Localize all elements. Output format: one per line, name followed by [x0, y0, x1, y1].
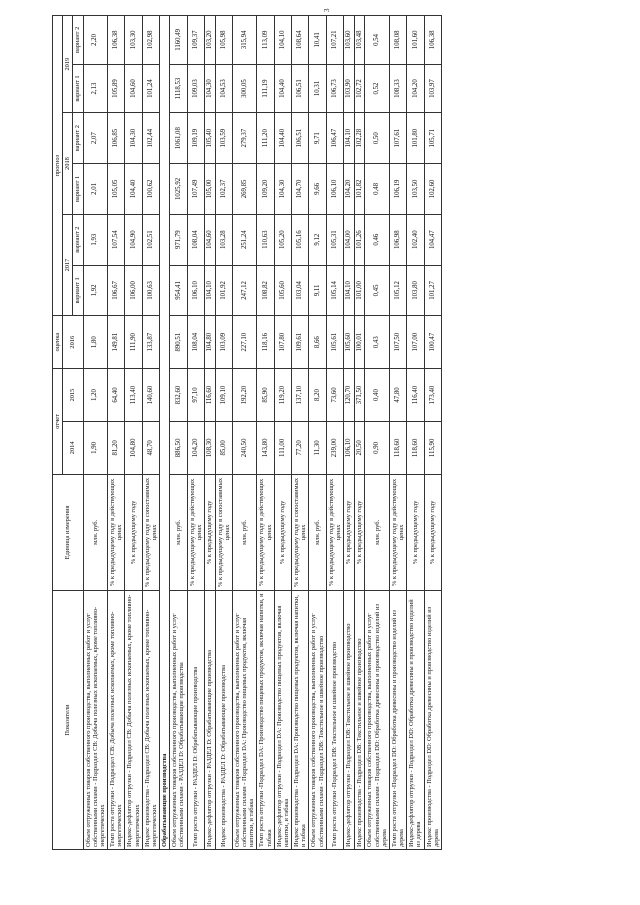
value-cell: 101,80: [407, 113, 424, 164]
value-cell: 77,20: [292, 421, 309, 474]
indicator-cell: Объем отгруженных товаров собственного производства, выполненных работ и услуг собственными силами - Подраздел DA: Производство пищевых продуктов, включая напитки, и табака: [232, 591, 257, 850]
indicator-cell: Индекс-дефлятор отгрузки - РАЗДЕЛ D: Обрабатывающие производства: [204, 591, 215, 850]
header-variant-2: вариант 2: [73, 16, 83, 65]
table-row: [204, 16, 215, 850]
value-cell: 105,16: [292, 214, 309, 265]
header-year-2014: 2014: [63, 421, 83, 474]
indicator-cell: Темп роста отгрузки - Подраздел СВ: Добыча полезных ископаемых, кроме топливно-энергетических: [108, 591, 125, 850]
unit-cell: млн. руб.: [232, 474, 257, 590]
value-cell: 2,20: [83, 16, 108, 65]
value-cell: 0,90: [365, 421, 390, 474]
value-cell: 104,40: [125, 164, 142, 215]
indicator-cell: Объем отгруженных товаров собственного производства, выполненных работ и услуг собственными силами - РАЗДЕЛ D: Обрабатывающие производства: [170, 591, 187, 850]
header-otsenka: оценка: [53, 316, 63, 369]
header-variant-2: вариант 2: [73, 214, 83, 265]
table-row: [142, 16, 159, 850]
value-cell: 103,48: [354, 16, 365, 65]
value-cell: 104,10: [274, 16, 291, 65]
header-otchet: отчет: [53, 369, 63, 475]
value-cell: 106,19: [389, 164, 406, 215]
value-cell: 119,20: [274, 369, 291, 422]
value-cell: 109,19: [187, 113, 204, 164]
value-cell: 115,90: [424, 421, 441, 474]
value-cell: 133,87: [142, 316, 159, 369]
value-cell: 105,40: [204, 113, 215, 164]
indicator-cell: Индекс производства - Подраздел СВ: Добыча полезных ископаемых, кроме топливно-энергетических: [142, 591, 159, 850]
unit-cell: % к предыдущему году: [354, 474, 365, 590]
value-cell: 104,20: [407, 64, 424, 113]
value-cell: 104,60: [204, 214, 215, 265]
value-cell: 106,51: [292, 64, 309, 113]
value-cell: 105,14: [326, 265, 343, 316]
value-cell: 240,50: [232, 421, 257, 474]
indicator-cell: Объем отгруженных товаров собственного производства, выполненных работ и услуг собственными силами - Подраздел DD: Обработка древесины и производство изделий из дерева: [365, 591, 390, 850]
value-cell: 0,50: [365, 113, 390, 164]
unit-cell: % к предыдущему году в сопоставимых ценах: [142, 474, 159, 590]
value-cell: 120,70: [344, 369, 355, 422]
value-cell: 108,82: [257, 265, 274, 316]
indicator-cell: Индекс производства - Подраздел DD: Обработка древесины и производство изделий из дерева: [424, 591, 441, 850]
value-cell: 106,85: [108, 113, 125, 164]
value-cell: 192,20: [232, 369, 257, 422]
value-cell: 0,52: [365, 64, 390, 113]
value-cell: 109,61: [292, 316, 309, 369]
table-row: [326, 16, 343, 850]
value-cell: 9,71: [309, 113, 326, 164]
value-cell: 101,27: [424, 265, 441, 316]
value-cell: 104,70: [292, 164, 309, 215]
value-cell: 103,09: [215, 316, 232, 369]
value-cell: 143,80: [257, 421, 274, 474]
value-cell: 1,92: [83, 265, 108, 316]
unit-cell: % к предыдущему году в сопоставимых ценах: [292, 474, 309, 590]
value-cell: 2,13: [83, 64, 108, 113]
value-cell: 11,30: [309, 421, 326, 474]
value-cell: 101,24: [142, 64, 159, 113]
value-cell: 104,30: [274, 164, 291, 215]
value-cell: 110,63: [257, 214, 274, 265]
value-cell: 101,82: [354, 164, 365, 215]
value-cell: 102,37: [215, 164, 232, 215]
value-cell: 1025,92: [170, 164, 187, 215]
indicator-cell: Темп роста отгрузки -Подраздел DA: Производство пищевых продуктов, включая напитки, и табака: [257, 591, 274, 850]
value-cell: 113,40: [125, 369, 142, 422]
value-cell: 104,30: [125, 113, 142, 164]
value-cell: 251,24: [232, 214, 257, 265]
value-cell: 886,50: [170, 421, 187, 474]
value-cell: 315,94: [232, 16, 257, 65]
value-cell: 103,59: [215, 113, 232, 164]
value-cell: 149,81: [108, 316, 125, 369]
value-cell: 102,44: [142, 113, 159, 164]
unit-cell: % к предыдущему году в действующих ценах: [108, 474, 125, 590]
value-cell: 108,33: [389, 64, 406, 113]
value-cell: 108,08: [389, 16, 406, 65]
value-cell: 103,97: [424, 64, 441, 113]
value-cell: 104,90: [125, 214, 142, 265]
value-cell: 104,20: [187, 421, 204, 474]
value-cell: 173,40: [424, 369, 441, 422]
unit-cell: млн. руб.: [365, 474, 390, 590]
value-cell: 105,12: [389, 265, 406, 316]
value-cell: 118,60: [389, 421, 406, 474]
unit-cell: % к предыдущему году в действующих ценах: [257, 474, 274, 590]
header-variant-1: вариант 1: [73, 265, 83, 316]
header-year-2016: 2016: [63, 316, 83, 369]
section-title: Обрабатывающие производства: [160, 16, 170, 850]
value-cell: 106,38: [108, 16, 125, 65]
unit-cell: млн. руб.: [170, 474, 187, 590]
value-cell: 111,19: [257, 64, 274, 113]
page-number: 3: [323, 8, 331, 12]
section-row: [160, 16, 170, 850]
value-cell: 103,28: [215, 214, 232, 265]
table-row: [274, 16, 291, 850]
table-row: [354, 16, 365, 850]
value-cell: 227,10: [232, 316, 257, 369]
indicator-cell: Объем отгруженных товаров собственного производства, выполненных работ и услуг собственными силами - Подраздел СВ: Добыча полезных ископаемых, кроме топливно-энергетических: [83, 591, 108, 850]
indicator-cell: Темп роста отгрузки -Подраздел DD: Обработка древесины и производство изделий из дерева: [389, 591, 406, 850]
table-row: [389, 16, 406, 850]
unit-cell: % к предыдущему году: [274, 474, 291, 590]
value-cell: 9,66: [309, 164, 326, 215]
value-cell: 9,11: [309, 265, 326, 316]
value-cell: 103,20: [204, 16, 215, 65]
header-year-2019: 2019: [63, 16, 73, 113]
value-cell: 111,00: [274, 421, 291, 474]
value-cell: 102,72: [354, 64, 365, 113]
unit-cell: % к предыдущему году: [204, 474, 215, 590]
value-cell: 107,49: [187, 164, 204, 215]
table-row: [232, 16, 257, 850]
unit-cell: млн. руб.: [83, 474, 108, 590]
header-prognoz: прогноз: [53, 16, 63, 316]
value-cell: 105,60: [344, 316, 355, 369]
value-cell: 300,05: [232, 64, 257, 113]
value-cell: 890,51: [170, 316, 187, 369]
header-year-2015: 2015: [63, 369, 83, 422]
value-cell: 104,60: [125, 64, 142, 113]
value-cell: 103,60: [344, 16, 355, 65]
unit-cell: % к предыдущему году: [344, 474, 355, 590]
indicator-cell: Индекс-дефлятор отгрузки - Подраздел DD: Обработка древесины и производство изделий из дерева: [407, 591, 424, 850]
indicator-cell: Индекс производства - Подраздел DA: Производство пищевых продуктов, включая напитки, и табака: [292, 591, 309, 850]
table-row: [407, 16, 424, 850]
value-cell: 107,54: [108, 214, 125, 265]
value-cell: 102,51: [142, 214, 159, 265]
value-cell: 107,00: [407, 316, 424, 369]
value-cell: 100,01: [354, 316, 365, 369]
header-unit: Единица измерения: [53, 474, 84, 590]
table-row: [424, 16, 441, 850]
value-cell: 106,10: [187, 265, 204, 316]
table-header: [53, 16, 84, 850]
header-variant-2: вариант 2: [73, 113, 83, 164]
value-cell: 100,62: [142, 164, 159, 215]
value-cell: 10,41: [309, 16, 326, 65]
unit-cell: % к предыдущему году: [424, 474, 441, 590]
value-cell: 1118,53: [170, 64, 187, 113]
value-cell: 106,00: [125, 265, 142, 316]
value-cell: 954,41: [170, 265, 187, 316]
value-cell: 104,10: [344, 113, 355, 164]
value-cell: 105,05: [108, 164, 125, 215]
value-cell: 832,60: [170, 369, 187, 422]
indicator-cell: Индекс производства - РАЗДЕЛ D: Обрабатывающие производства: [215, 591, 232, 850]
value-cell: 48,70: [142, 421, 159, 474]
header-year-2017: 2017: [63, 214, 73, 315]
value-cell: 111,90: [125, 316, 142, 369]
value-cell: 107,61: [389, 113, 406, 164]
value-cell: 104,00: [344, 214, 355, 265]
header-indicator: Показатели: [53, 591, 84, 850]
value-cell: 101,00: [354, 265, 365, 316]
value-cell: 106,98: [389, 214, 406, 265]
value-cell: 105,98: [215, 16, 232, 65]
value-cell: 104,30: [204, 64, 215, 113]
indicator-cell: Индекс-дефлятор отгрузки - Подраздел DA: Производство пищевых продуктов, включая напитки, и табака: [274, 591, 291, 850]
value-cell: 8,66: [309, 316, 326, 369]
table-row: [170, 16, 187, 850]
value-cell: 1,93: [83, 214, 108, 265]
value-cell: 64,40: [108, 369, 125, 422]
value-cell: 85,90: [257, 369, 274, 422]
table-row: [309, 16, 326, 850]
value-cell: 97,10: [187, 369, 204, 422]
value-cell: 103,04: [292, 265, 309, 316]
value-cell: 1061,08: [170, 113, 187, 164]
value-cell: 104,80: [204, 316, 215, 369]
value-cell: 106,47: [326, 113, 343, 164]
unit-cell: % к предыдущему году в действующих ценах: [389, 474, 406, 590]
value-cell: 104,40: [274, 64, 291, 113]
value-cell: 109,20: [257, 164, 274, 215]
value-cell: 106,67: [108, 265, 125, 316]
unit-cell: % к предыдущему году в сопоставимых ценах: [215, 474, 232, 590]
value-cell: 103,90: [344, 64, 355, 113]
value-cell: 20,50: [354, 421, 365, 474]
header-variant-1: вариант 1: [73, 164, 83, 215]
value-cell: 279,37: [232, 113, 257, 164]
value-cell: 106,73: [326, 64, 343, 113]
value-cell: 0,43: [365, 316, 390, 369]
indicator-cell: Объем отгруженных товаров собственного производства, выполненных работ и услуг собственными силами - Подраздел DB: Текстильное и швейное производство: [309, 591, 326, 850]
value-cell: 0,40: [365, 369, 390, 422]
value-cell: 0,54: [365, 16, 390, 65]
value-cell: 105,20: [274, 214, 291, 265]
value-cell: 101,26: [354, 214, 365, 265]
value-cell: 0,48: [365, 164, 390, 215]
value-cell: 100,63: [142, 265, 159, 316]
value-cell: 47,80: [389, 369, 406, 422]
value-cell: 109,37: [187, 16, 204, 65]
value-cell: 104,20: [344, 164, 355, 215]
value-cell: 105,31: [326, 214, 343, 265]
value-cell: 108,04: [187, 214, 204, 265]
value-cell: 103,50: [407, 164, 424, 215]
table-row: [257, 16, 274, 850]
value-cell: 85,00: [215, 421, 232, 474]
value-cell: 108,04: [187, 316, 204, 369]
value-cell: 101,60: [407, 16, 424, 65]
indicator-cell: Индекс производства - Подраздел DB: Текстильное и швейное производство: [354, 591, 365, 850]
value-cell: 104,53: [215, 64, 232, 113]
value-cell: 269,85: [232, 164, 257, 215]
value-cell: 108,64: [292, 16, 309, 65]
value-cell: 1,80: [83, 316, 108, 369]
value-cell: 0,46: [365, 214, 390, 265]
value-cell: 116,60: [204, 369, 215, 422]
value-cell: 109,03: [187, 64, 204, 113]
value-cell: 137,10: [292, 369, 309, 422]
value-cell: 106,38: [424, 16, 441, 65]
value-cell: 239,00: [326, 421, 343, 474]
value-cell: 0,45: [365, 265, 390, 316]
value-cell: 108,30: [204, 421, 215, 474]
value-cell: 105,60: [274, 265, 291, 316]
value-cell: 1,20: [83, 369, 108, 422]
value-cell: 103,80: [407, 265, 424, 316]
value-cell: 1160,49: [170, 16, 187, 65]
value-cell: 105,71: [424, 113, 441, 164]
value-cell: 104,10: [344, 265, 355, 316]
value-cell: 102,98: [142, 16, 159, 65]
forecast-table: [52, 15, 442, 850]
value-cell: 10,31: [309, 64, 326, 113]
unit-cell: % к предыдущему году: [407, 474, 424, 590]
table-row: [187, 16, 204, 850]
value-cell: 118,60: [407, 421, 424, 474]
header-year-2018: 2018: [63, 113, 73, 214]
value-cell: 102,60: [424, 164, 441, 215]
table-body: [83, 16, 441, 850]
value-cell: 100,47: [424, 316, 441, 369]
value-cell: 2,01: [83, 164, 108, 215]
value-cell: 107,50: [389, 316, 406, 369]
table-row: [125, 16, 142, 850]
value-cell: 9,12: [309, 214, 326, 265]
value-cell: 107,21: [326, 16, 343, 65]
unit-cell: % к предыдущему году: [125, 474, 142, 590]
table-row: [365, 16, 390, 850]
value-cell: 116,40: [407, 369, 424, 422]
value-cell: 103,30: [125, 16, 142, 65]
unit-cell: млн. руб.: [309, 474, 326, 590]
table-row: [344, 16, 355, 850]
value-cell: 106,51: [292, 113, 309, 164]
value-cell: 101,92: [215, 265, 232, 316]
value-cell: 971,79: [170, 214, 187, 265]
value-cell: 104,40: [274, 113, 291, 164]
value-cell: 105,89: [108, 64, 125, 113]
value-cell: 8,20: [309, 369, 326, 422]
value-cell: 106,10: [326, 164, 343, 215]
value-cell: 371,50: [354, 369, 365, 422]
unit-cell: % к предыдущему году в действующих ценах: [187, 474, 204, 590]
value-cell: 109,10: [215, 369, 232, 422]
value-cell: 104,80: [125, 421, 142, 474]
unit-cell: % к предыдущему году в действующих ценах: [326, 474, 343, 590]
value-cell: 81,20: [108, 421, 125, 474]
value-cell: 140,60: [142, 369, 159, 422]
value-cell: 2,07: [83, 113, 108, 164]
value-cell: 104,47: [424, 214, 441, 265]
indicator-cell: Темп роста отгрузки - РАЗДЕЛ D: Обрабатывающие производства: [187, 591, 204, 850]
table-row: [108, 16, 125, 850]
indicator-cell: Темп роста отгрузки -Подраздел DB: Текстильное и швейное производство: [326, 591, 343, 850]
table-row: [215, 16, 232, 850]
value-cell: 105,61: [326, 316, 343, 369]
indicator-cell: Индекс-дефлятор отгрузки - Подраздел DB: Текстильное и швейное производство: [344, 591, 355, 850]
value-cell: 107,80: [274, 316, 291, 369]
value-cell: 1,90: [83, 421, 108, 474]
header-variant-1: вариант 1: [73, 64, 83, 113]
value-cell: 118,16: [257, 316, 274, 369]
value-cell: 104,10: [204, 265, 215, 316]
table-row: [292, 16, 309, 850]
indicator-cell: Индекс-дефлятор отгрузки - Подраздел СВ: Добыча полезных ископаемых, кроме топливно-энергетических: [125, 591, 142, 850]
value-cell: 113,09: [257, 16, 274, 65]
value-cell: 105,00: [204, 164, 215, 215]
value-cell: 102,28: [354, 113, 365, 164]
value-cell: 111,20: [257, 113, 274, 164]
table-row: [83, 16, 108, 850]
value-cell: 102,40: [407, 214, 424, 265]
value-cell: 247,12: [232, 265, 257, 316]
value-cell: 106,10: [344, 421, 355, 474]
value-cell: 73,60: [326, 369, 343, 422]
